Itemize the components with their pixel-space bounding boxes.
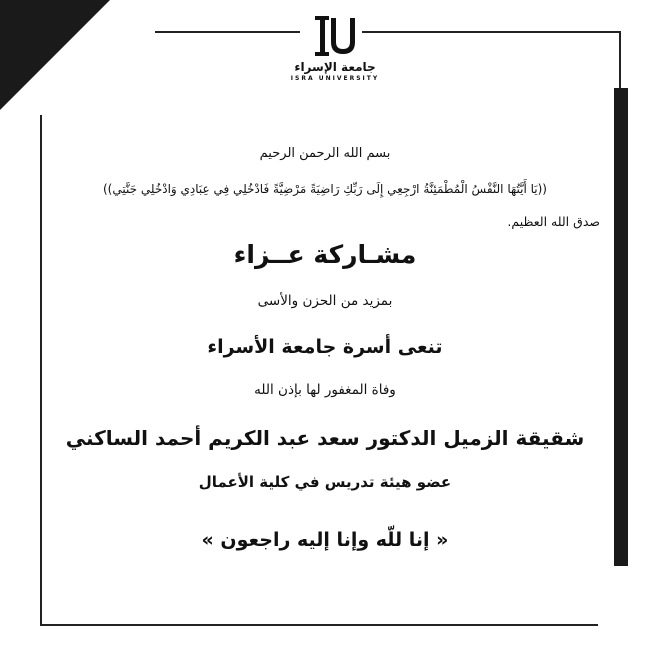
corner-ribbon xyxy=(0,0,110,110)
university-family-text: تنعى أسرة جامعة الأسراء xyxy=(207,336,443,358)
frame-line-bottom xyxy=(40,624,598,626)
university-logo xyxy=(285,14,385,82)
logo-english-name: ISRA UNIVERSITY xyxy=(290,75,380,82)
closing-quote: « إنا للّه وإنا إليه راجعون » xyxy=(201,529,449,551)
basmala-text: بسم الله الرحمن الرحيم xyxy=(259,146,391,161)
deceased-intro-text: وفاة المغفور لها بإذن الله xyxy=(254,382,396,398)
frame-line-top-right xyxy=(362,31,620,33)
faculty-member-text: عضو هيئة تدريس في كلية الأعمال xyxy=(198,473,452,491)
deceased-relation-name: شقيقة الزميل الدكتور سعد عبد الكريم أحمد الساكني xyxy=(65,426,585,450)
sorrow-text: بمزيد من الحزن والأسى xyxy=(257,293,393,309)
frame-line-top-left xyxy=(155,31,300,33)
frame-line-right xyxy=(619,31,621,90)
university-logo-icon xyxy=(313,14,357,58)
condolence-heading: مشـاركة عــزاء xyxy=(233,240,417,269)
sadaq-text: صدق الله العظيم. xyxy=(507,214,600,229)
logo-arabic-name: جامعة الإسراء xyxy=(294,60,376,74)
quran-verse: ((يَا أَيَّتُهَا النَّفْسُ الْمُطْمَئِنَّةُ ارْجِعِي إِلَى رَبِّكِ رَاضِيَةً مَرْضِيَّةً فَادْخُلِي فِي عِبَادِي وَادْخُلِي جَنَّتِي)) xyxy=(103,182,547,196)
